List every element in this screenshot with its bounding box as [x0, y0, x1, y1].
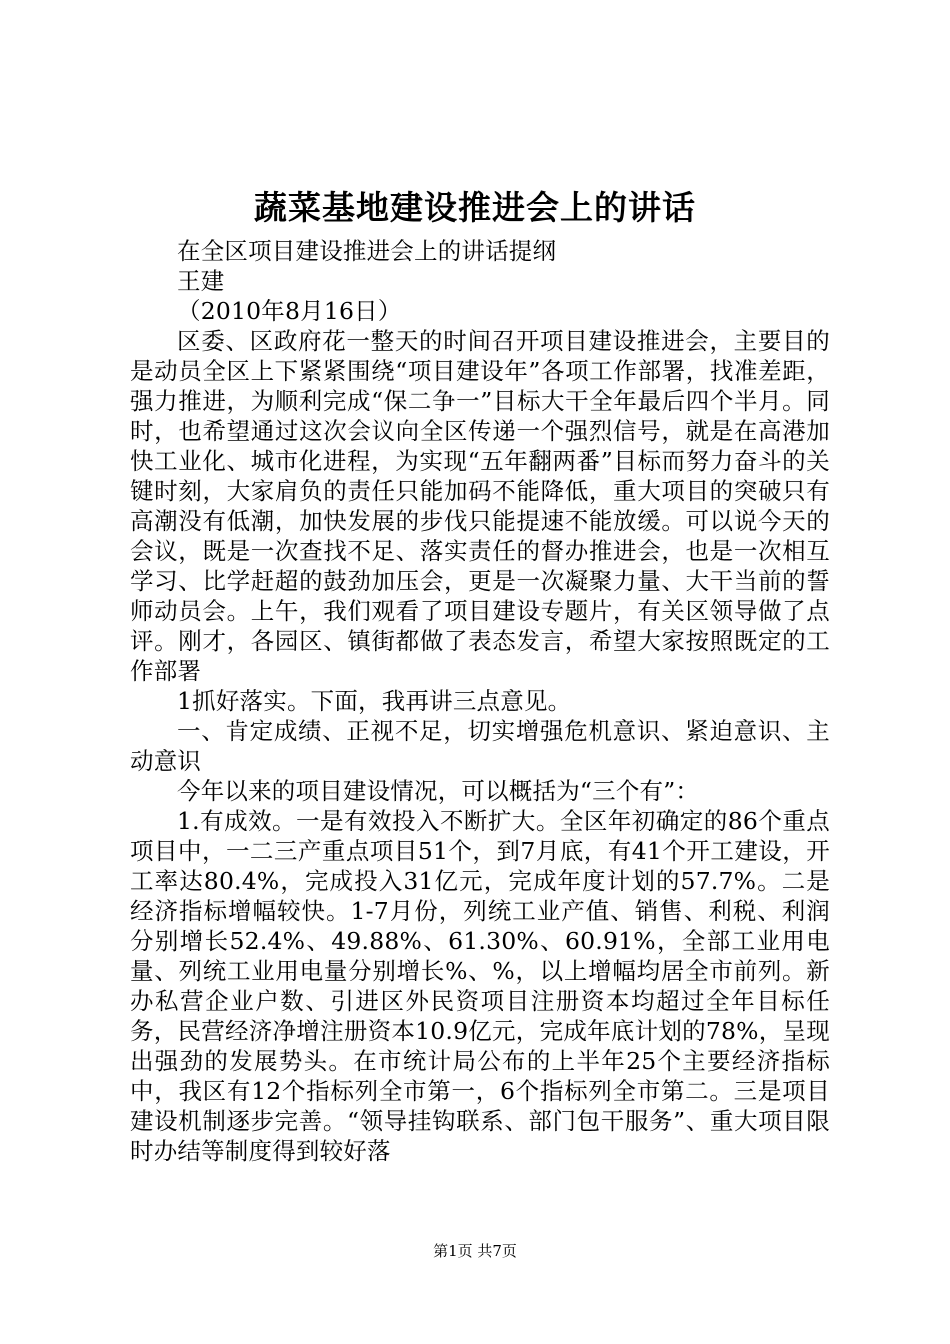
speaker-name: 王建 [177, 267, 225, 295]
document-body [130, 236, 830, 1166]
page-number-footer: 第1页 共7页 [433, 1242, 517, 1260]
summary-paragraph: 今年以来的项目建设情况，可以概括为“三个有”： [177, 777, 700, 805]
speech-date: （2010年8月16日） [177, 297, 402, 325]
section-heading-one: 一、肯定成绩、正视不足，切实增强危机意识、紧迫意识、主动意识 [130, 717, 830, 775]
speech-subtitle: 在全区项目建设推进会上的讲话提纲 [177, 237, 557, 265]
document-title: 蔬菜基地建设推进会上的讲话 [254, 188, 696, 227]
intro-paragraph: 区委、区政府花一整天的时间召开项目建设推进会，主要目的是动员全区上下紧紧围绕“项目建设年”各项工作部署，找准差距，强力推进，为顺利完成“保二争一”目标大干全年最后四个半月。同时，也希望通过这次会议向全区传递一个强烈信号，就是在高港加快工业化、城市化进程，为实现“五年翻两番”目标而努力奋斗的关键时刻，大家肩负的责任只能加码不能降低，重大项目的突破只有高潮没有低潮，加快发展的步伐只能提速不能放缓。可以说今天的会议，既是一次查找不足、落实责任的督办推进会，也是一次相互学习、比学赶超的鼓劲加压会，更是一次凝聚力量、大干当前的誓师动员会。上午，我们观看了项目建设专题片，有关区领导做了点评。刚才，各园区、镇街都做了表态发言，希望大家按照既定的工作部署 [130, 327, 830, 685]
transition-paragraph: 1抓好落实。下面，我再讲三点意见。 [177, 687, 572, 715]
achievements-paragraph: 1.有成效。一是有效投入不断扩大。全区年初确定的86个重点项目中，一二三产重点项目51个，到7月底，有41个开工建设，开工率达80.4%，完成投入31亿元，完成年度计划的57.7%。二是经济指标增幅较快。1-7月份，列统工业产值、销售、利税、利润分别增长52.4%、49.88%、61.30%、60.91%，全部工业用电量、列统工业用电量分别增长%、%，以上增幅均居全市前列。新办私营企业户数、引进区外民资项目注册资本均超过全年目标任务，民营经济净增注册资本10.9亿元，完成年底计划的78%，呈现出强劲的发展势头。在市统计局公布的上半年25个主要经济指标中，我区有12个指标列全市第一，6个指标列全市第二。三是项目建设机制逐步完善。“领导挂钩联系、部门包干服务”、重大项目限时办结等制度得到较好落 [130, 807, 830, 1165]
